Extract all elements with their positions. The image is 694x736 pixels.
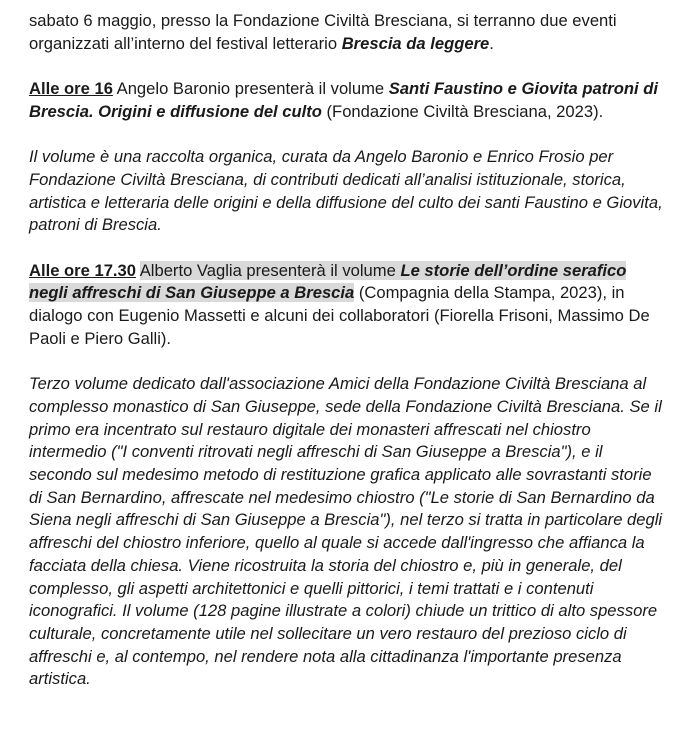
document-body — [29, 10, 669, 691]
event1-lead: Angelo Baronio presenterà il volume — [112, 79, 389, 99]
intro-text: sabato 6 maggio, presso la Fondazione Civiltà Bresciana, si terranno due eventi organizzati all’interno del festival letterario — [29, 11, 617, 53]
event2-lead: Alberto Vaglia presenterà il volume — [139, 260, 401, 280]
event1-publisher: (Fondazione Civiltà Bresciana, 2023). — [321, 101, 604, 121]
event1-time: Alle ore 16 — [29, 79, 113, 99]
intro-paragraph — [29, 10, 669, 55]
festival-name: Brescia da leggere — [341, 33, 490, 53]
event2-description: Terzo volume dedicato dall'associazione Amici della Fondazione Civiltà Bresciana al complesso monastico di San Giuseppe, sede della Fondazione Civiltà Bresciana. Se il primo era incentrato sul restauro digitale dei monasteri affrescati nel chiostro intermedio ("I conventi ritrovati negli affreschi di San Giuseppe a Brescia"), e il secondo sul medesimo metodo di restituzione grafica applicato alle sovrastanti storie di San Bernardino, affrescate nel medesimo chiostro ("Le storie di San Bernardino da Siena negli affreschi di San Giuseppe a Brescia"), nel terzo si tratta in particolare degli affreschi del chiostro inferiore, quello al quale si accede dall'ingresso che affianca la facciata della chiesa. Viene ricostruita la storia del chiostro e, più in generale, del complesso, gli aspetti architettonici e quelli pittorici, i temi trattati e i contenuti iconografici. Il volume (128 pagine illustrate a colori) chiude un trittico di alto spessore culturale, concretamente utile nel sollecitare un vero restauro del prezioso ciclo di affreschi e, al contempo, nel rendere nota alla cittadinanza l'importante presenza artistica. — [29, 374, 663, 689]
event2-book-title: Le storie dell’ordine serafico negli affreschi di San Giuseppe a Brescia — [29, 260, 627, 303]
event2-time: Alle ore 17.30 — [29, 260, 137, 280]
paragraph-spacer — [29, 124, 669, 147]
intro-end: . — [489, 33, 494, 53]
event1-book-title: Santi Faustino e Giovita patroni di Brescia. Origini e diffusione del culto — [29, 79, 658, 121]
event2-paragraph — [29, 260, 669, 351]
event1-paragraph — [29, 78, 669, 123]
paragraph-spacer — [29, 351, 669, 374]
paragraph-spacer — [29, 55, 669, 78]
event2-publisher: (Compagnia della Stampa, 2023), in dialogo con Eugenio Massetti e alcuni dei collaboratori (Fiorella Frisoni, Massimo De Paoli e Piero Galli). — [29, 283, 650, 348]
paragraph-spacer — [29, 237, 669, 260]
event1-description: Il volume è una raccolta organica, curata da Angelo Baronio e Enrico Frosio per Fondazione Civiltà Bresciana, di contributi dedicati all’analisi istituzionale, storica, artistica e letteraria delle origini e della diffusione del culto dei santi Faustino e Giovita, patroni di Brescia. — [29, 147, 663, 235]
